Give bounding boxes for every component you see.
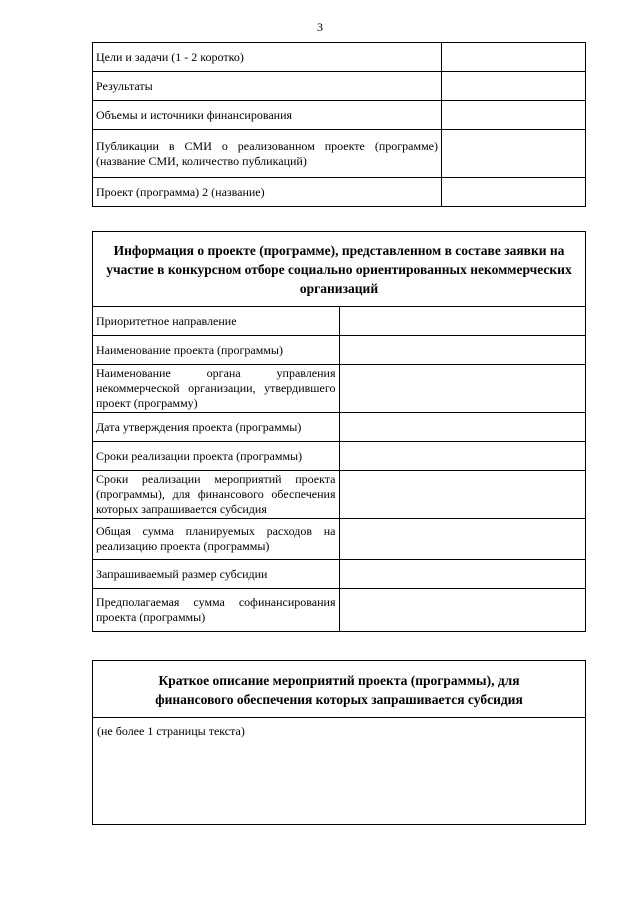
row-label: Проект (программа) 2 (название): [93, 178, 442, 207]
table-row: [93, 365, 586, 413]
table-row: [93, 560, 586, 589]
row-label: Сроки реализации мероприятий проекта (программы), для финансового обеспечения которых запрашивается субсидия: [93, 471, 340, 519]
value-cell[interactable]: [339, 560, 586, 589]
table-row: [93, 589, 586, 632]
table-row: [93, 307, 586, 336]
row-label: Публикации в СМИ о реализованном проекте (программе) (название СМИ, количество публикаций): [93, 130, 442, 178]
table-row: [93, 442, 586, 471]
description-note: (не более 1 страницы текста): [97, 724, 245, 738]
row-label: Общая сумма планируемых расходов на реализацию проекта (программы): [93, 519, 340, 560]
section-title: Краткое описание мероприятий проекта (программы), для финансового обеспечения которых запрашивается субсидия: [155, 673, 523, 707]
section-title: Информация о проекте (программе), представленном в составе заявки на участие в конкурсном отборе социально ориентированных некоммерческих организаций: [93, 232, 586, 307]
row-label: Дата утверждения проекта (программы): [93, 413, 340, 442]
value-cell[interactable]: [339, 413, 586, 442]
table-row: [93, 471, 586, 519]
row-label: Наименование органа управления некоммерческой организации, утвердившего проект (программу): [93, 365, 340, 413]
table-row: [93, 43, 586, 72]
table-row: [93, 130, 586, 178]
table-row: [93, 178, 586, 207]
table-row: [93, 336, 586, 365]
value-cell[interactable]: [339, 307, 586, 336]
value-cell[interactable]: [442, 101, 586, 130]
row-label: Сроки реализации проекта (программы): [93, 442, 340, 471]
row-label: Предполагаемая сумма софинансирования проекта (программы): [93, 589, 340, 632]
row-label: Приоритетное направление: [93, 307, 340, 336]
project-info-table: [92, 231, 586, 632]
description-area[interactable]: [93, 717, 585, 835]
value-cell[interactable]: [442, 178, 586, 207]
value-cell[interactable]: [339, 519, 586, 560]
table-row: [93, 101, 586, 130]
value-cell[interactable]: [442, 72, 586, 101]
page-number: 3: [317, 20, 323, 34]
value-cell[interactable]: [442, 43, 586, 72]
value-cell[interactable]: [339, 471, 586, 519]
row-label: Результаты: [93, 72, 442, 101]
value-cell[interactable]: [442, 130, 586, 178]
table-row: [93, 72, 586, 101]
row-label: Цели и задачи (1 - 2 коротко): [93, 43, 442, 72]
value-cell[interactable]: [339, 442, 586, 471]
section-header-row: [93, 232, 586, 307]
table-row: [93, 519, 586, 560]
table-row: [93, 413, 586, 442]
value-cell[interactable]: [339, 365, 586, 413]
value-cell[interactable]: [339, 336, 586, 365]
row-label: Наименование проекта (программы): [93, 336, 340, 365]
description-box: [92, 660, 586, 825]
row-label: Запрашиваемый размер субсидии: [93, 560, 340, 589]
row-label: Объемы и источники финансирования: [93, 101, 442, 130]
value-cell[interactable]: [339, 589, 586, 632]
project-results-table: [92, 42, 586, 207]
